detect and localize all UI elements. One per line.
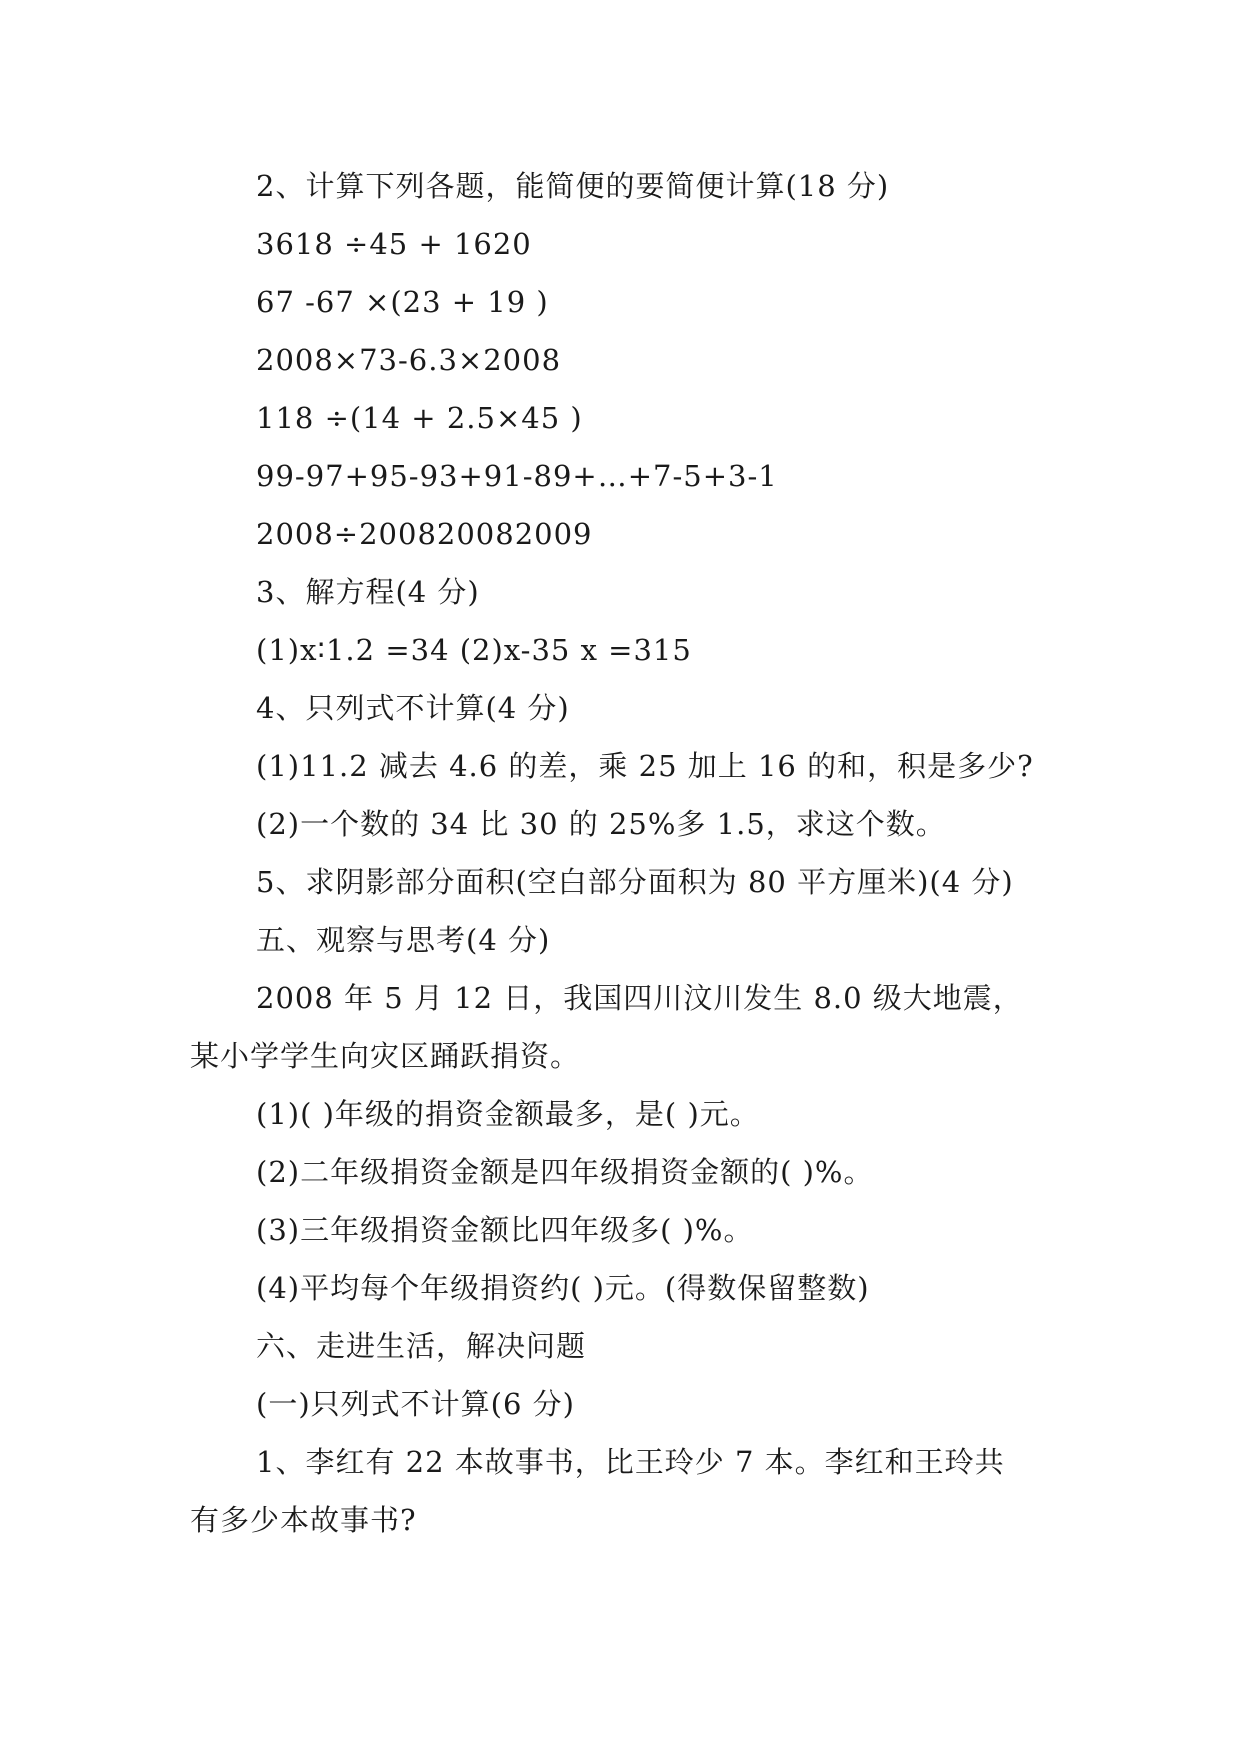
calc-problem-3: 2008×73-6.3×2008 xyxy=(256,343,562,377)
calc-problem-1: 3618 ÷45 + 1620 xyxy=(256,227,532,261)
observe-question-4: (4)平均每个年级捐资约( )元。(得数保留整数) xyxy=(256,1271,870,1305)
observe-paragraph-line-1: 2008 年 5 月 12 日，我国四川汶川发生 8.0 级大地震， xyxy=(256,981,1023,1015)
observe-question-2: (2)二年级捐资金额是四年级捐资金额的( )%。 xyxy=(256,1155,874,1189)
section-heading-observe: 五、观察与思考(4 分) xyxy=(256,923,551,957)
expression-problem-2: (2)一个数的 34 比 30 的 25%多 1.5，求这个数。 xyxy=(256,807,946,841)
equation-problems: (1)x∶1.2 =34 (2)x-35 x =315 xyxy=(256,633,692,667)
calc-problem-2: 67 -67 ×(23 + 19 ) xyxy=(256,285,549,319)
section-heading-shaded-area: 5、求阴影部分面积(空白部分面积为 80 平方厘米)(4 分) xyxy=(256,865,1014,899)
expression-problem-1: (1)11.2 减去 4.6 的差，乘 25 加上 16 的和，积是多少? xyxy=(256,749,1034,783)
calc-problem-4: 118 ÷(14 + 2.5×45 ) xyxy=(256,401,583,435)
observe-paragraph-line-2: 某小学学生向灾区踊跃捐资。 xyxy=(190,1039,581,1073)
calc-problem-6: 2008÷200820082009 xyxy=(256,517,593,551)
subsection-heading-expressions: (一)只列式不计算(6 分) xyxy=(256,1387,575,1421)
observe-question-1: (1)( )年级的捐资金额最多，是( )元。 xyxy=(256,1097,760,1131)
section-heading-real-life: 六、走进生活，解决问题 xyxy=(256,1329,587,1363)
calc-problem-5: 99-97+95-93+91-89+…+7-5+3-1 xyxy=(256,459,778,493)
section-heading-expressions: 4、只列式不计算(4 分) xyxy=(256,691,570,725)
observe-question-3: (3)三年级捐资金额比四年级多( )%。 xyxy=(256,1213,754,1247)
word-problem-1-line-1: 1、李红有 22 本故事书，比王玲少 7 本。李红和王玲共 xyxy=(256,1445,1005,1479)
word-problem-1-line-2: 有多少本故事书? xyxy=(190,1503,417,1537)
section-heading-equations: 3、解方程(4 分) xyxy=(256,575,480,609)
section-heading-calculation: 2、计算下列各题，能简便的要简便计算(18 分) xyxy=(256,169,890,203)
